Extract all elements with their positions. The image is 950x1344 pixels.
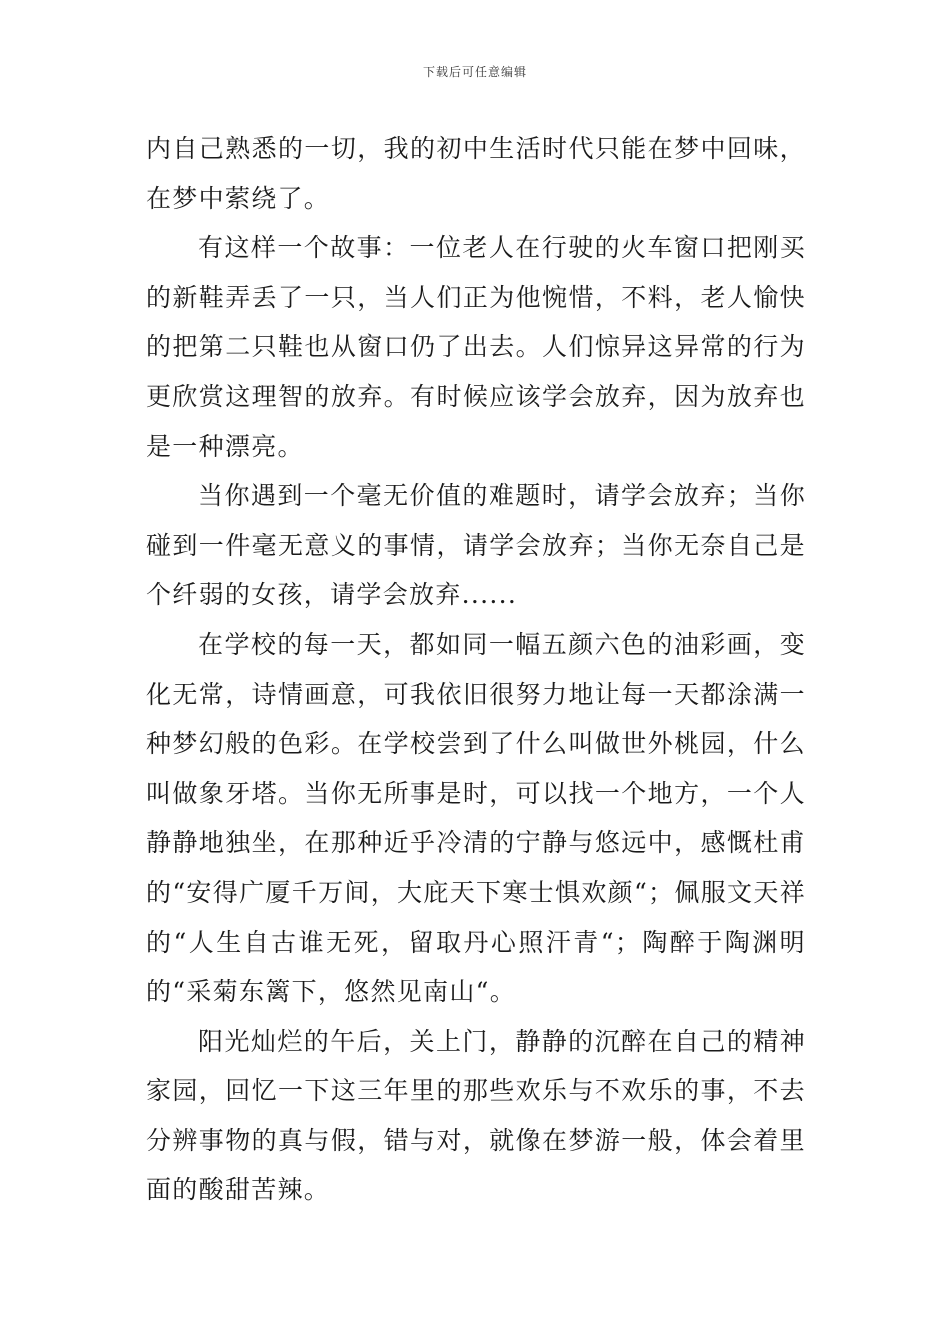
document-body [146, 124, 806, 1215]
page-header-note: 下载后可任意编辑 [422, 65, 527, 79]
paragraph-school-days: 在学校的每一天，都如同一幅五颜六色的油彩画，变化无常，诗情画意，可我依旧很努力地让每一天都涂满一种梦幻般的色彩。在学校尝到了什么叫做世外桃园，什么叫做象牙塔。当你无所事是时，可以找一个地方，一个人静静地独坐，在那种近乎冷清的宁静与悠远中，感慨杜甫的“安得广厦千万间，大庇天下寒士惧欢颜“；佩服文天祥的“人生自古谁无死，留取丹心照汗青“；陶醉于陶渊明的“采菊东篱下，悠然见南山“。 [146, 629, 806, 1007]
paragraph-continuation: 内自己熟悉的一切，我的初中生活时代只能在梦中回味，在梦中萦绕了。 [146, 134, 806, 213]
paragraph-afternoon: 阳光灿烂的午后，关上门，静静的沉醉在自己的精神家园，回忆一下这三年里的那些欢乐与不欢乐的事，不去分辨事物的真与假，错与对，就像在梦游一般，体会着里面的酸甜苦辣。 [146, 1026, 806, 1205]
paragraph-give-up: 当你遇到一个毫无价值的难题时，请学会放弃；当你碰到一件毫无意义的事情，请学会放弃；当你无奈自己是个纤弱的女孩，请学会放弃...... [146, 481, 806, 610]
paragraph-story: 有这样一个故事：一位老人在行驶的火车窗口把刚买的新鞋弄丢了一只，当人们正为他惋惜，不料，老人愉快的把第二只鞋也从窗口仍了出去。人们惊异这异常的行为更欣赏这理智的放弃。有时候应该学会放弃，因为放弃也是一种漂亮。 [146, 233, 806, 461]
